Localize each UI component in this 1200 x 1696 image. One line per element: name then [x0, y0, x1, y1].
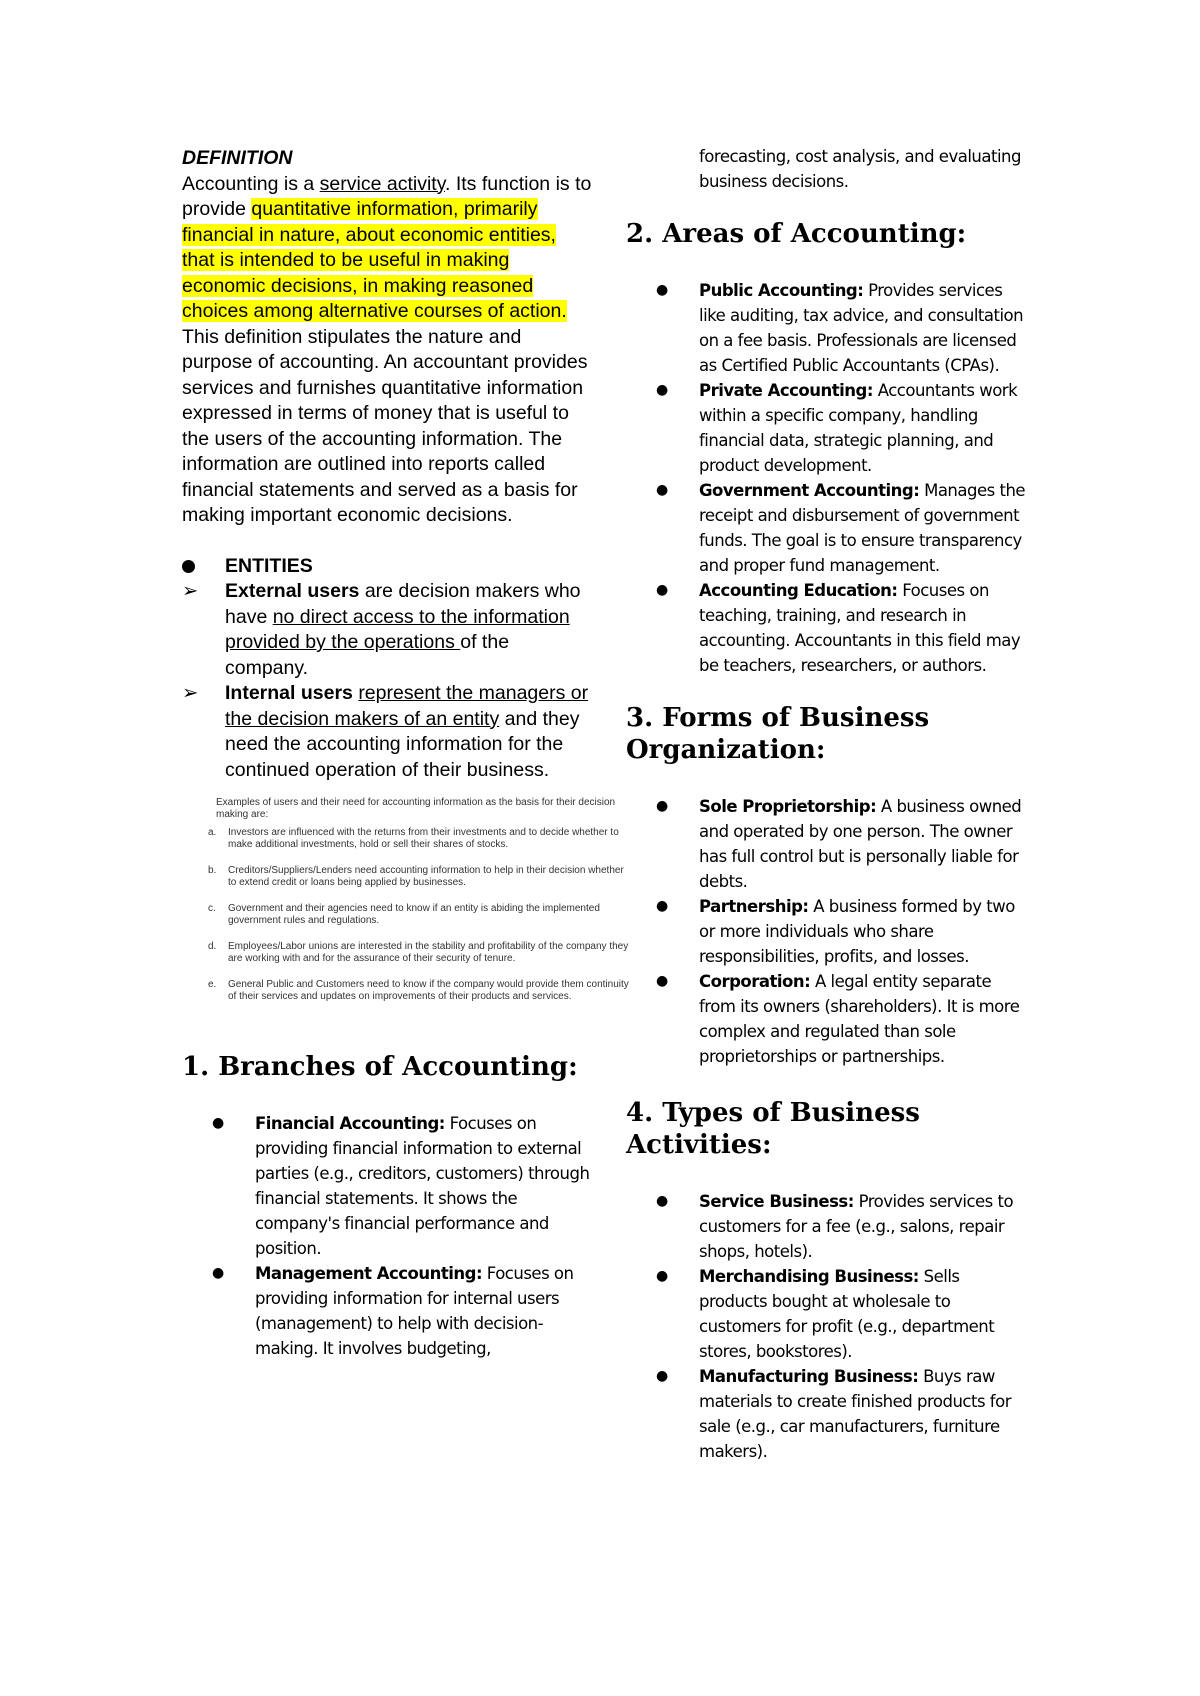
bullet-icon: ● — [656, 973, 668, 989]
activities-item-term: Manufacturing Business: — [699, 1367, 919, 1386]
forms-item-desc: A business owned and operated by one person. The owner has full control but is personally liable for debts. — [699, 797, 1022, 891]
definition-explanation: This definition stipulates the nature and purpose of accounting. An accountant provides services and furnishes quantitative information expressed in terms of money that is useful to the users of the accounting information. The information are outlined into reports called financial statements and served as a basis for making important economic decisions. — [182, 325, 588, 526]
activities-item-desc: Sells products bought at wholesale to customers for profit (e.g., department stores, bookstores). — [699, 1267, 995, 1361]
external-users-term: External users — [225, 580, 360, 602]
internal-users-term: Internal users — [225, 682, 353, 704]
branches-heading: 1. Branches of Accounting: — [182, 1052, 578, 1082]
branches-item — [182, 1111, 592, 1261]
external-users-item: ➢ External users are decision makers who have no direct access to the information provided by the operations of the company. — [182, 580, 581, 679]
example-letter: b. — [208, 865, 217, 876]
branches-item-desc: Focuses on providing financial information to external parties (e.g., creditors, customers) through financial statements. It shows the company's financial performance and position. — [255, 1114, 590, 1258]
bullet-icon: ● — [656, 482, 668, 498]
example-text: Employees/Labor unions are interested in the stability and profitability of the company they are working with and for the assurance of their security of tenure. — [228, 941, 629, 964]
forms-item — [626, 894, 1026, 969]
definition-function: . Its function is to provide — [182, 172, 592, 220]
areas-list — [626, 278, 1026, 678]
entities-section — [182, 554, 592, 784]
bullet-icon: ● — [212, 1115, 224, 1131]
definition-intro: Accounting is a — [182, 172, 320, 195]
activities-heading: 4. Types of Business Activities: — [626, 1098, 920, 1160]
branches-item-term: Management Accounting: — [255, 1264, 483, 1283]
activities-item-term: Service Business: — [699, 1192, 854, 1211]
example-item — [182, 827, 632, 851]
branches-continuation — [626, 144, 1026, 194]
activities-item-term: Merchandising Business: — [699, 1267, 919, 1286]
example-item — [182, 941, 632, 965]
activities-item-desc: Provides services to customers for a fee (e.g., salons, repair shops, hotels). — [699, 1192, 1014, 1261]
bullet-icon: ● — [656, 1268, 668, 1284]
examples-intro: Examples of users and their need for accounting information as the basis for their decision making are: — [216, 797, 616, 820]
internal-users-item: ➢ Internal users represent the managers or the decision makers of an entity and they need the accounting information for the continued operation of their business. — [182, 682, 589, 781]
forms-item-term: Corporation: — [699, 972, 811, 991]
areas-item-term: Public Accounting: — [699, 281, 864, 300]
areas-item-term: Accounting Education: — [699, 581, 898, 600]
forms-item-desc: A business formed by two or more individuals who share responsibilities, profits, and losses. — [699, 897, 1015, 966]
example-text: General Public and Customers need to know if the company would provide them continuity of their services and updates on improvements of their products and services. — [228, 979, 629, 1002]
bullet-icon: ● — [656, 1368, 668, 1384]
example-text: Government and their agencies need to know if an entity is abiding the implemented government rules and regulations. — [228, 903, 600, 926]
areas-item — [626, 478, 1026, 578]
branches-item — [182, 1261, 592, 1361]
areas-item-desc: Focuses on teaching, training, and research in accounting. Accountants in this field may be teachers, researchers, or authors. — [699, 581, 1021, 675]
highlighted-definition: quantitative information, primarily financial in nature, about economic entities, that is intended to be useful in making economic decisions, in making reasoned choices among alternative courses of action. — [182, 198, 567, 322]
branches-list — [182, 1111, 592, 1361]
areas-item — [626, 578, 1026, 678]
example-item — [182, 865, 632, 889]
example-item — [182, 903, 632, 927]
areas-item-desc: Manages the receipt and disbursement of government funds. The goal is to ensure transparency and proper fund management. — [699, 481, 1026, 575]
activities-item — [626, 1364, 1026, 1464]
example-text: Investors are influenced with the returns from their investments and to decide whether to make additional investments, hold or sell their shares of stocks. — [228, 827, 619, 850]
bullet-icon: ● — [656, 282, 668, 298]
bullet-icon: ● — [656, 1193, 668, 1209]
forms-item-term: Sole Proprietorship: — [699, 797, 877, 816]
bullet-icon: ● — [212, 1265, 224, 1281]
example-letter: c. — [208, 903, 216, 914]
activities-item-desc: Buys raw materials to create finished products for sale (e.g., car manufacturers, furniture makers). — [699, 1367, 1011, 1461]
areas-item — [626, 378, 1026, 478]
entities-title: ENTITIES — [182, 554, 592, 580]
forms-heading: 3. Forms of Business Organization: — [626, 703, 930, 765]
arrow-bullet-icon: ➢ — [182, 580, 199, 602]
bullet-icon: ● — [656, 582, 668, 598]
arrow-bullet-icon: ➢ — [182, 682, 199, 704]
example-letter: e. — [208, 979, 217, 990]
left-column — [182, 146, 629, 1361]
activities-item — [626, 1264, 1026, 1364]
circle-bullet-icon — [182, 560, 195, 573]
example-text: Creditors/Suppliers/Lenders need accounting information to help in their decision whether to extend credit or loans being applied by businesses. — [228, 865, 624, 888]
areas-item-desc: Provides services like auditing, tax advice, and consultation on a fee basis. Professionals are licensed as Certified Public Accountants (CPAs). — [699, 281, 1024, 375]
internal-users-underlined: represent the managers or the decision makers of an entity — [225, 682, 589, 730]
forms-item — [626, 969, 1026, 1069]
forms-list — [626, 794, 1026, 1069]
areas-item-desc: Accountants work within a specific company, handling financial data, strategic planning, and product development. — [699, 381, 1018, 475]
areas-item-term: Government Accounting: — [699, 481, 920, 500]
areas-item — [626, 278, 1026, 378]
example-letter: d. — [208, 941, 217, 952]
examples-list — [182, 827, 632, 1003]
branches-item-desc: Focuses on providing information for internal users (management) to help with decision-making. It involves budgeting, — [255, 1264, 574, 1358]
continued-text: forecasting, cost analysis, and evaluating business decisions. — [699, 147, 1021, 191]
definition-section — [182, 146, 592, 529]
right-column — [626, 144, 1026, 1464]
example-item — [182, 979, 632, 1003]
activities-list — [626, 1189, 1026, 1464]
bullet-icon: ● — [656, 382, 668, 398]
forms-item — [626, 794, 1026, 894]
areas-item-term: Private Accounting: — [699, 381, 873, 400]
examples-snippet — [182, 797, 629, 1003]
external-users-underlined: no direct access to the information provided by the operations — [225, 605, 570, 653]
areas-heading: 2. Areas of Accounting: — [626, 219, 967, 249]
forms-item-desc: A legal entity separate from its owners (shareholders). It is more complex and regulated than sole proprietorships or partnerships. — [699, 972, 1020, 1066]
bullet-icon: ● — [656, 898, 668, 914]
service-activity-text: service activity — [319, 172, 446, 195]
definition-title: DEFINITION — [182, 147, 293, 169]
forms-item-term: Partnership: — [699, 897, 809, 916]
activities-item — [626, 1189, 1026, 1264]
bullet-icon: ● — [656, 798, 668, 814]
branches-item-term: Financial Accounting: — [255, 1114, 445, 1133]
example-letter: a. — [208, 827, 217, 838]
